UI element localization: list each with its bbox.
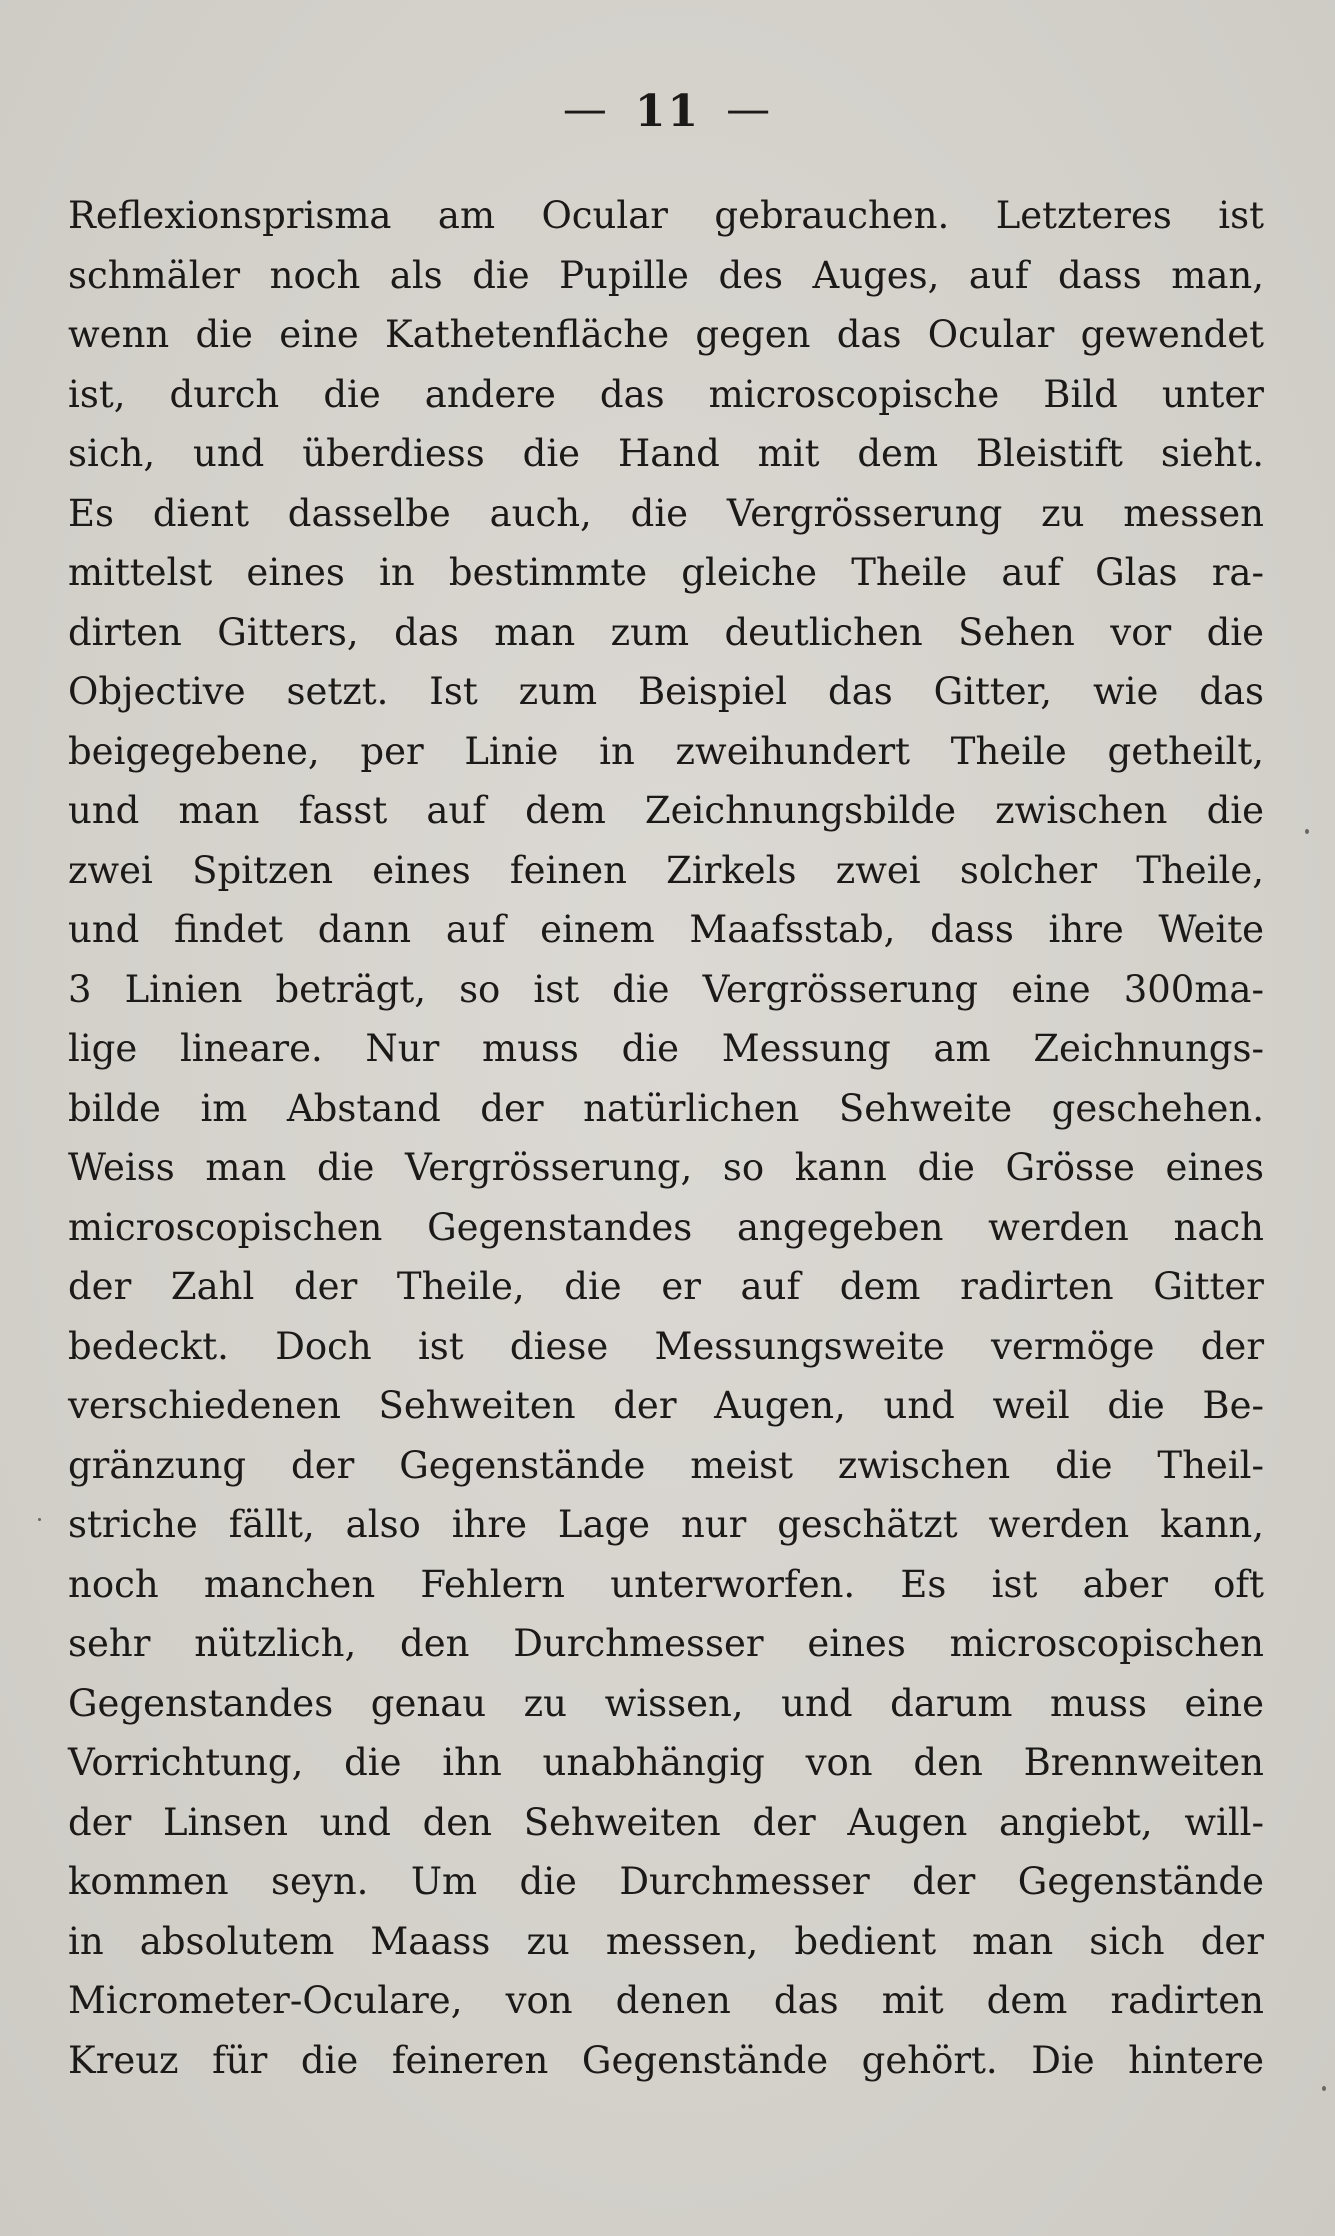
text-line: 3 Linien beträgt, so ist die Vergrösserung eine 300ma- <box>68 967 1264 1011</box>
page-header <box>0 80 1335 142</box>
text-line: schmäler noch als die Pupille des Auges, auf dass man, <box>68 253 1264 297</box>
paper-speck <box>38 1518 41 1521</box>
text-line: Weiss man die Vergrösserung, so kann die Grösse eines <box>68 1146 1264 1189</box>
text-line: microscopischen Gegenstandes angegeben werden nach <box>68 1205 1264 1249</box>
text-line: in absolutem Maass zu messen, bedient man sich der <box>68 1919 1264 1963</box>
text-line: Es dient dasselbe auch, die Vergrösserung zu messen <box>68 491 1264 535</box>
text-line: bedeckt. Doch ist diese Messungsweite vermöge der <box>68 1324 1264 1368</box>
text-line: dirten Gitters, das man zum deutlichen Sehen vor die <box>68 610 1264 654</box>
text-line: Kreuz für die feineren Gegenstände gehört. Die hintere <box>68 2038 1264 2082</box>
text-line: bilde im Abstand der natürlichen Sehweite geschehen. <box>68 1086 1264 1130</box>
text-line: Vorrichtung, die ihn unabhängig von den Brennweiten <box>68 1741 1264 1784</box>
paper-speck <box>1305 829 1309 834</box>
text-line: und man fasst auf dem Zeichnungsbilde zwischen die <box>68 789 1264 832</box>
text-line: der Zahl der Theile, die er auf dem radirten Gitter <box>68 1265 1264 1308</box>
body-text <box>68 186 1264 2090</box>
text-line: Objective setzt. Ist zum Beispiel das Gitter, wie das <box>68 670 1264 713</box>
header-dash-right: — <box>726 84 773 135</box>
text-line: lige lineare. Nur muss die Messung am Zeichnungs- <box>68 1027 1264 1070</box>
text-line: striche fällt, also ihre Lage nur geschätzt werden kann, <box>68 1503 1264 1546</box>
text-line: noch manchen Fehlern unterworfen. Es ist aber oft <box>68 1562 1264 1606</box>
text-line: verschiedenen Sehweiten der Augen, und weil die Be- <box>68 1384 1264 1427</box>
text-line: Micrometer-Oculare, von denen das mit dem radirten <box>68 1979 1264 2022</box>
text-line: und findet dann auf einem Maafsstab, dass ihre Weite <box>68 908 1264 951</box>
paper-speck <box>1322 2086 1326 2091</box>
text-line: kommen seyn. Um die Durchmesser der Gegenstände <box>68 1860 1264 1903</box>
header-dash-left: — <box>562 84 609 135</box>
text-line: sehr nützlich, den Durchmesser eines microscopischen <box>68 1622 1264 1665</box>
text-line: Gegenstandes genau zu wissen, und darum muss eine <box>68 1681 1264 1725</box>
text-line: der Linsen und den Sehweiten der Augen angiebt, will- <box>68 1800 1264 1844</box>
text-line: wenn die eine Kathetenfläche gegen das Ocular gewendet <box>68 313 1264 356</box>
page-number: 11 <box>634 86 701 137</box>
text-line: gränzung der Gegenstände meist zwischen die Theil- <box>68 1443 1264 1487</box>
text-line: sich, und überdiess die Hand mit dem Bleistift sieht. <box>68 432 1264 475</box>
text-line: beigegebene, per Linie in zweihundert Theile getheilt, <box>68 729 1264 773</box>
text-line: zwei Spitzen eines feinen Zirkels zwei solcher Theile, <box>68 848 1264 892</box>
text-line: mittelst eines in bestimmte gleiche Theile auf Glas ra- <box>68 551 1264 594</box>
text-line: Reflexionsprisma am Ocular gebrauchen. Letzteres ist <box>68 194 1264 237</box>
text-line: ist, durch die andere das microscopische Bild unter <box>68 372 1264 416</box>
